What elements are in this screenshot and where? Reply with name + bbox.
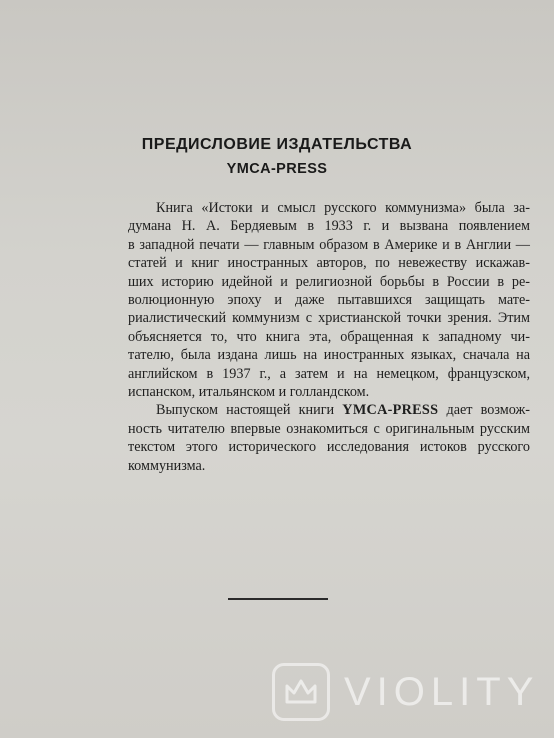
page-title: ПРЕДИСЛОВИЕ ИЗДАТЕЛЬСТВА — [141, 136, 413, 153]
text-line: коммунизма. — [128, 457, 206, 474]
publisher-subtitle: YMCA-PRESS — [226, 161, 328, 177]
text-line: английском в 1937 г., а затем и на немецком, французском, — [128, 365, 530, 382]
text-line: ших историю идейной и религиозной борьбы в России в ре- — [128, 273, 530, 290]
crown-icon — [272, 663, 330, 721]
text-line: ность читателю впервые ознакомиться с оригинальным русским — [128, 420, 530, 437]
text-fragment: Выпуском настоящей книги — [156, 402, 343, 419]
preface-body — [128, 199, 530, 475]
watermark — [272, 662, 539, 722]
text-line: испанском, итальянском и голландском. — [128, 384, 370, 401]
text-fragment: дает возмож- — [438, 402, 530, 419]
text-line: текстом этого исторического исследования истоков русского — [128, 439, 530, 456]
preface-paragraph-1 — [128, 199, 530, 401]
text-line: волюционную эпоху и даже пытавшихся защищать мате- — [128, 292, 530, 309]
text-line: думана Н. А. Бердяевым в 1933 г. и вызвана появлением — [128, 218, 530, 235]
text-line: Книга «Истоки и смысл русского коммунизма» была за- — [156, 200, 530, 216]
text-line — [128, 401, 530, 419]
section-divider — [228, 598, 328, 600]
text-line: риалистический коммунизм с христианской точки зрения. Этим — [128, 310, 530, 327]
publisher-name: YMCA-PRESS — [342, 402, 439, 419]
text-line: статей и книг иностранных авторов, по невежеству искажав- — [128, 255, 530, 272]
preface-paragraph-2 — [128, 401, 530, 475]
text-line: тателю, была издана лишь на иностранных языках, сначала на — [128, 347, 530, 364]
text-line: объясняется то, что книга эта, обращенная к западному чи- — [128, 328, 530, 345]
text-line: в западной печати — главным образом в Америке и в Англии — — [128, 236, 530, 253]
watermark-text: VIOLITY — [344, 669, 540, 714]
